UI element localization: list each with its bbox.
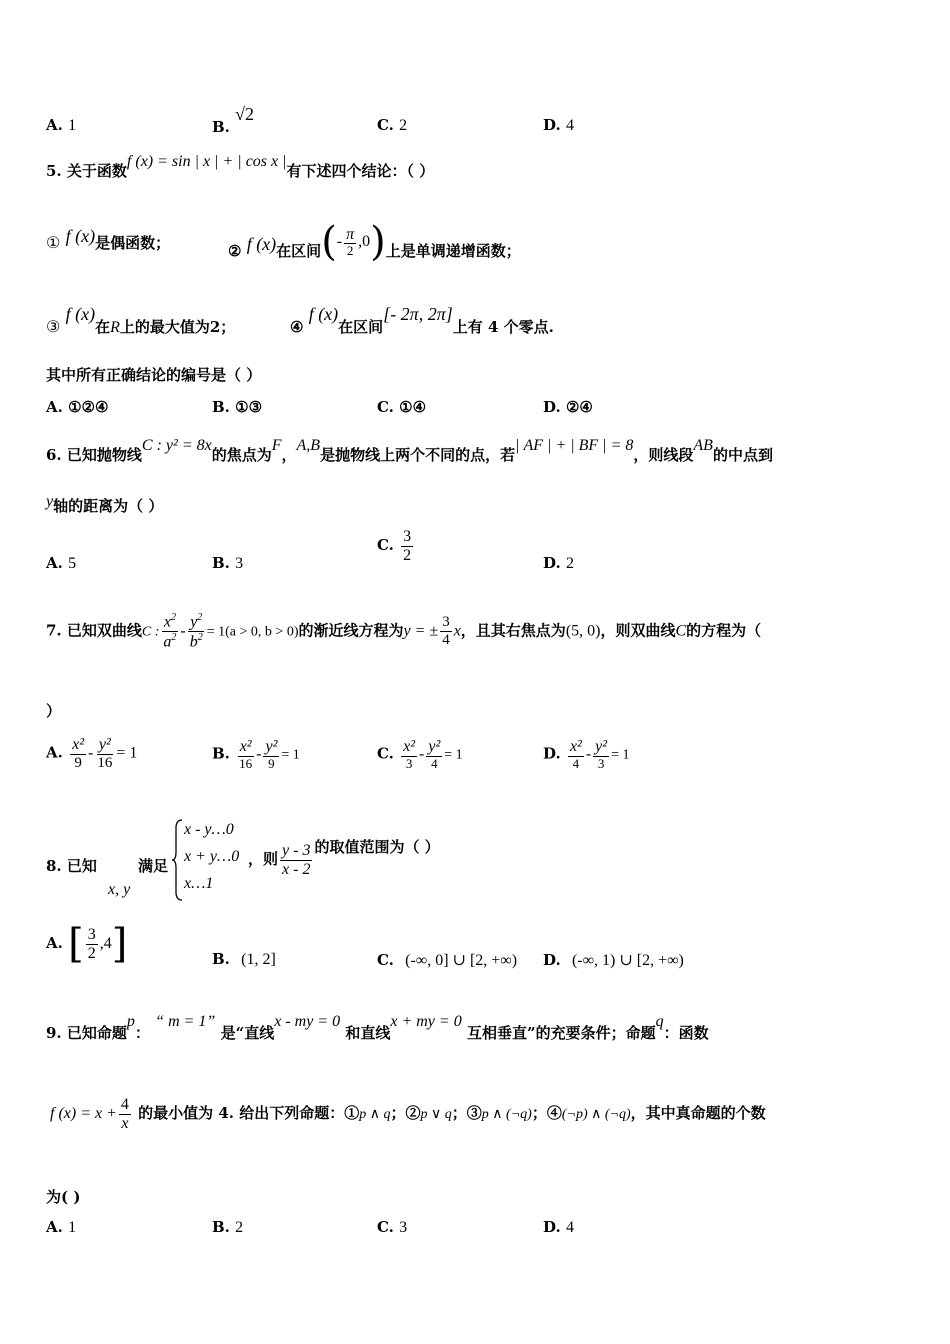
q8-xy: x, y (108, 881, 131, 898)
option-text: 2 (399, 117, 408, 134)
q6-parabola: C : y² = 8x (141, 437, 212, 454)
q5-option-b[interactable]: B. ①③ (212, 398, 263, 416)
q6-stem: 6. 已知抛物线C : y² = 8x的焦点为F，A,B是抛物线上两个不同的点，若| AF | + | BF | = 8，则线段AB的中点到 (46, 437, 773, 464)
option-text: 4 (565, 117, 574, 134)
q7-option-c[interactable]: C. $\frac{\text{x²}}{3}$ - $\frac{\text{y²}}{4}$ = 1 (377, 738, 463, 771)
q8-system: x - y…0 x + y…0 x…1 (184, 821, 240, 892)
q4-option-b[interactable] (212, 104, 255, 136)
q8-stem-a: 8. 已知 (46, 857, 97, 875)
q8-option-a[interactable]: A. [ $\frac{3}{2}$ ,4] (46, 921, 128, 967)
q9-stem-3: 为( ) (46, 1188, 81, 1206)
option-letter: A. (46, 116, 63, 134)
q9-option-a[interactable]: A. 1 (46, 1218, 77, 1236)
q8-stem-b: 满足 (138, 857, 169, 875)
q7-option-b[interactable]: B. $\frac{\text{x²}}{16}$ - $\frac{\text{y²}}{9}$ = 1 (212, 738, 300, 771)
q7-option-a[interactable]: A. $\frac{\text{x²}}{9}$ - $\frac{\text{y²}}{16}$ = 1 (46, 736, 138, 771)
q6-stem-2: y轴的距离为（ ） (46, 493, 164, 515)
q9-option-d[interactable]: D. 4 (543, 1218, 574, 1236)
q4-option-a[interactable] (46, 116, 76, 135)
q9-option-b[interactable]: B. 2 (212, 1218, 244, 1236)
option-letter: B. (212, 118, 230, 136)
q5-conclusion-1: ① f (x)是偶函数； (46, 226, 171, 252)
q9-stem-2: f (x) = x + $\frac{4}{x}$ 的最小值为 4. 给出下列命题：①p ∧ q；②p ∨ q；③p ∧ (¬q)；④(¬p) ∧ (¬q)，其中真命题的个数 (50, 1096, 766, 1132)
q5-option-c[interactable]: C. ①④ (377, 398, 427, 416)
q4-option-d[interactable] (543, 116, 574, 135)
q8-stem-c: ，则 $\frac{y - 3}{x - 2}$ 的取值范围为（ ） (248, 838, 440, 878)
q5-conclusion-2: ② f (x)在区间(- $\frac{\pi}{2}$ ,0)上是单调递增函数； (228, 219, 521, 265)
q8-option-d[interactable]: D. (-∞, 1) ∪ [2, +∞) (543, 951, 684, 969)
option-letter: C. (377, 116, 394, 134)
q5-function: f (x) = sin | x | + | cos x | (126, 153, 287, 170)
q5-question: 其中所有正确结论的编号是（ ） (46, 366, 262, 384)
q7-stem: 7. 已知双曲线C : $\frac{x^2}{a^2}$ - $\frac{y^2}{b^2}$ = 1(a > 0, b > 0)的渐近线方程为y = ± $\frac{3}{4}$ x，且其右焦点为(5, 0)，则双曲线C的方程为（ (46, 612, 762, 651)
q5-conclusion-4: ④ f (x)在区间[- 2π, 2π]上有 4 个零点. (290, 304, 554, 336)
q5-option-d[interactable]: D. ②④ (543, 398, 593, 416)
q7-stem-2: ） (46, 702, 62, 720)
q8-option-c[interactable]: C. (-∞, 0] ∪ [2, +∞) (377, 951, 518, 969)
q4-option-c[interactable] (377, 116, 407, 135)
option-letter: D. (543, 116, 561, 134)
q6-option-a[interactable]: A. 5 (46, 554, 77, 572)
q9-stem: 9. 已知命题p： “ m = 1” 是“直线x - my = 0 和直线x + my = 0 互相垂直”的充要条件；命题q：函数 (46, 1013, 709, 1042)
q8-brace (172, 818, 184, 902)
q7-option-d[interactable]: D. $\frac{\text{x²}}{4}$ - $\frac{\text{y²}}{3}$ = 1 (543, 738, 630, 771)
q8-option-b[interactable]: B. (1, 2] (212, 950, 276, 968)
q5-conclusion-3: ③ f (x)在R上的最大值为2； (46, 304, 236, 336)
q6-option-b[interactable]: B. 3 (212, 554, 244, 572)
option-text: √2 (235, 104, 255, 124)
q5-option-a[interactable]: A. ①②④ (46, 398, 109, 416)
q5-stem: 5. 关于函数f (x) = sin | x | + | cos x |有下述四个结论：（ ） (46, 153, 435, 180)
q6-option-c[interactable]: C. $\frac{3}{2}$ (377, 528, 412, 564)
option-text: 1 (68, 117, 77, 134)
q9-option-c[interactable]: C. 3 (377, 1218, 408, 1236)
q6-option-d[interactable]: D. 2 (543, 554, 574, 572)
